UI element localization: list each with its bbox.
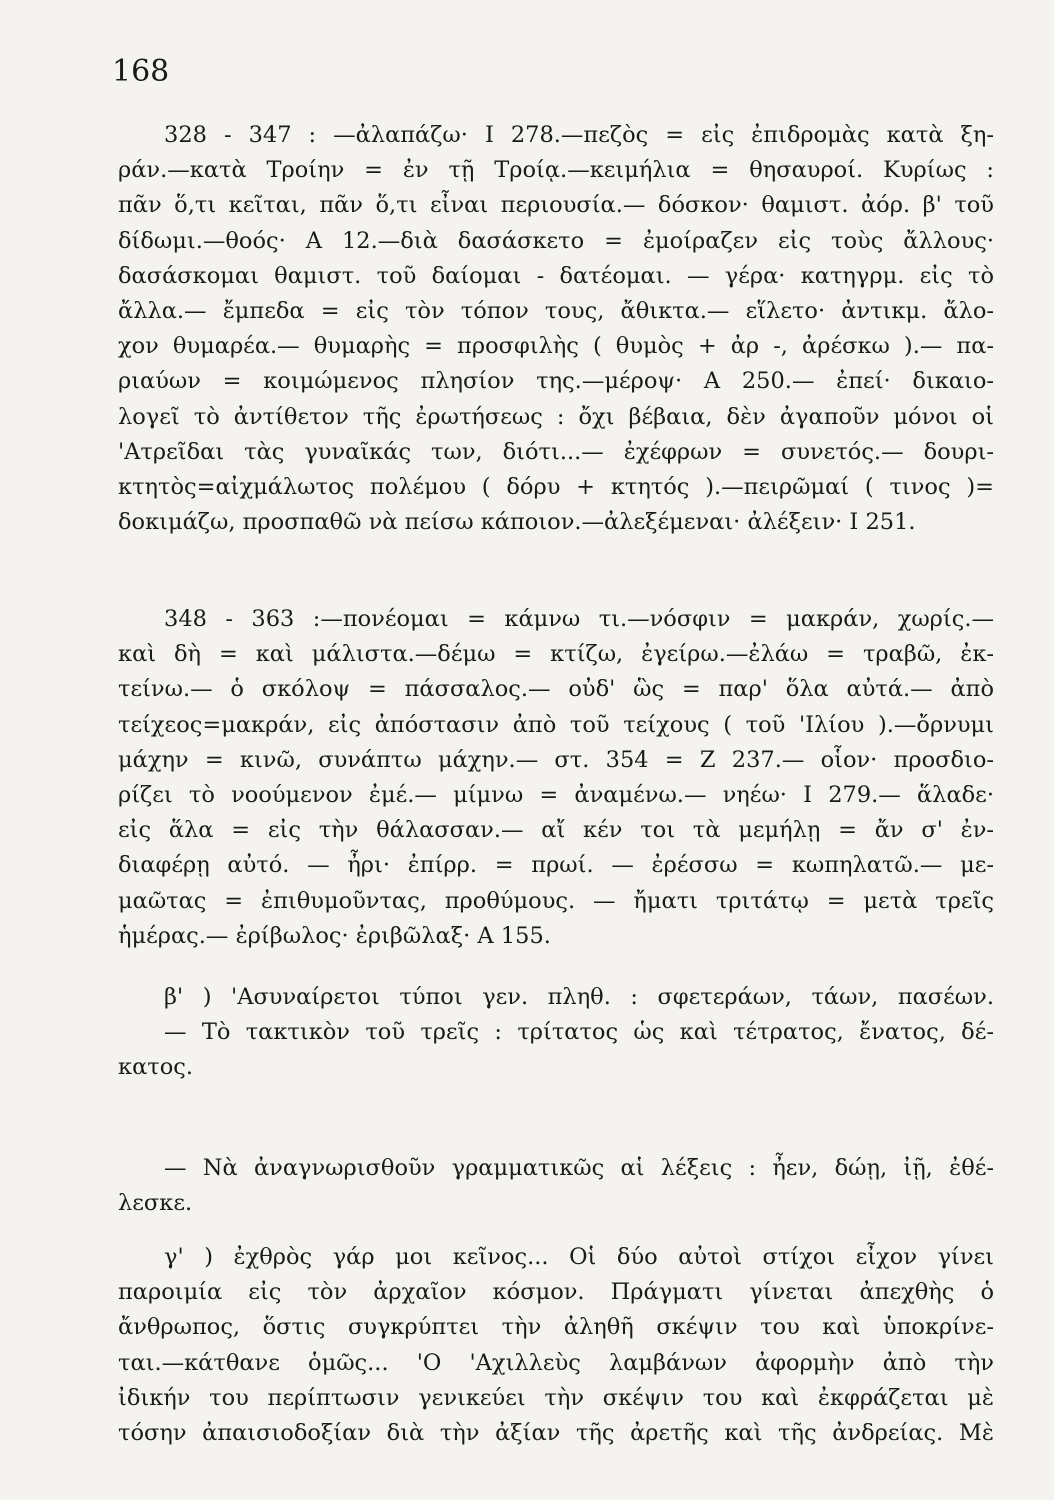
text-line: τείνω.— ὁ σκόλοψ = πάσσαλος.— οὐδ' ὣς = παρ' ὅλα αὐτά.— ἀπὸ	[118, 676, 994, 703]
text-line: 328 - 347 : —ἀλαπάζω· Ι 278.—πεζὸς = εἰς ἐπιδρομὰς κατὰ ξη-	[164, 122, 994, 148]
text-line: κατος.	[118, 1054, 194, 1081]
text-line: ἄνθρωπος, ὅστις συγκρύπτει τὴν ἀληθῆ σκέψιν του καὶ ὑποκρίνε-	[118, 1314, 994, 1341]
text-line: ται.—κάτθανε ὁμῶς... 'Ο 'Αχιλλεὺς λαμβάνων ἀφορμὴν ἀπὸ τὴν	[118, 1349, 994, 1376]
text-line: ἰδικήν του περίπτωσιν γενικεύει τὴν σκέψιν του καὶ ἐκφράζεται μὲ	[118, 1384, 994, 1411]
text-line: 'Ατρεῖδαι τὰς γυναῖκάς των, διότι...— ἐχέφρων = συνετός.— δουρι-	[118, 438, 994, 465]
text-line: ἡμέρας.— ἐρίβωλος· ἐριβῶλαξ· Α 155.	[118, 922, 551, 949]
text-line: ἄλλα.— ἔμπεδα = εἰς τὸν τόπον τους, ἄθικτα.— εἵλετο· ἀντικμ. ἄλο-	[118, 298, 994, 325]
text-line: λεσκε.	[118, 1190, 193, 1217]
text-line: — Τὸ τακτικὸν τοῦ τρεῖς : τρίτατος ὡς καὶ τέτρατος, ἔνατος, δέ-	[164, 1019, 994, 1046]
text-line: β' ) 'Ασυναίρετοι τύποι γεν. πληθ. : σφετεράων, τάων, πασέων.	[164, 984, 994, 1010]
text-line: λογεῖ τὸ ἀντίθετον τῆς ἐρωτήσεως : ὄχι βέβαια, δὲν ἀγαποῦν μόνοι οἱ	[118, 403, 994, 430]
text-line: δίδωμι.—θοός· Α 12.—διὰ δασάσκετο = ἐμοίραζεν εἰς τοὺς ἄλλους·	[118, 227, 994, 254]
text-line: διαφέρῃ αὐτό. — ἦρι· ἐπίρρ. = πρωί. — ἐρέσσω = κωπηλατῶ.— με-	[118, 852, 994, 879]
text-line: κτητὸς=αἰχμάλωτος πολέμου ( δόρυ + κτητός ).—πειρῶμαί ( τινος )=	[118, 474, 994, 501]
commentary-section-328-347	[118, 118, 994, 540]
text-line: εἰς ἅλα = εἰς τὴν θάλασσαν.— αἴ κέν τοι τὰ μεμήλῃ = ἄν σ' ἐν-	[118, 817, 994, 844]
text-line: χον θυμαρέα.— θυμαρὴς = προσφιλὴς ( θυμὸς + ἀρ -, ἀρέσκω ).— πα-	[118, 333, 994, 360]
text-line: τόσην ἀπαισιοδοξίαν διὰ τὴν ἀξίαν τῆς ἀρετῆς καὶ τῆς ἀνδρείας. Μὲ	[118, 1420, 994, 1447]
text-line: 348 - 363 :—πονέομαι = κάμνω τι.—νόσφιν = μακράν, χωρίς.—	[164, 606, 994, 632]
commentary-section-348-363	[118, 602, 994, 954]
grammar-exercise	[118, 1151, 994, 1221]
page-number: 168	[112, 54, 170, 89]
text-line: δασάσκομαι θαμιστ. τοῦ δαίομαι - δατέομαι. — γέρα· κατηγρμ. εἰς τὸ	[118, 262, 994, 289]
text-line: παροιμία εἰς τὸν ἀρχαῖον κόσμον. Πράγματι γίνεται ἀπεχθὴς ὁ	[118, 1279, 994, 1306]
commentary-section-gamma	[118, 1240, 994, 1451]
text-line: γ' ) ἐχθρὸς γάρ μοι κεῖνος... Οἱ δύο αὐτοὶ στίχοι εἶχον γίνει	[164, 1244, 994, 1270]
text-line: — Νὰ ἀναγνωρισθοῦν γραμματικῶς αἱ λέξεις : ἦεν, δώῃ, ἰῇ, ἐθέ-	[164, 1155, 994, 1181]
text-line: πᾶν ὅ,τι κεῖται, πᾶν ὅ,τι εἶναι περιουσία.— δόσκον· θαμιστ. ἀόρ. β' τοῦ	[118, 192, 994, 219]
text-line: τείχεος=μακράν, εἰς ἀπόστασιν ἀπὸ τοῦ τείχους ( τοῦ 'Ιλίου ).—ὄρνυμι	[118, 711, 994, 738]
grammar-section-beta	[118, 980, 994, 1086]
text-line: ριαύων = κοιμώμενος πλησίον της.—μέροψ· Α 250.— ἐπεί· δικαιο-	[118, 368, 994, 395]
text-line: μάχην = κινῶ, συνάπτω μάχην.— στ. 354 = Ζ 237.— οἷον· προσδιο-	[118, 746, 994, 773]
text-line: ρίζει τὸ νοούμενον ἐμέ.— μίμνω = ἀναμένω.— νηέω· Ι 279.— ἅλαδε·	[118, 782, 994, 809]
text-line: μαῶτας = ἐπιθυμοῦντας, προθύμους. — ἤματι τριτάτῳ = μετὰ τρεῖς	[118, 887, 994, 914]
text-line: καὶ δὴ = καὶ μάλιστα.—δέμω = κτίζω, ἐγείρω.—ἐλάω = τραβῶ, ἐκ-	[118, 641, 994, 668]
text-line: ράν.—κατὰ Τροίην = ἐν τῇ Τροίᾳ.—κειμήλια = θησαυροί. Κυρίως :	[118, 157, 994, 184]
text-line: δοκιμάζω, προσπαθῶ νὰ πείσω κάποιον.—ἀλεξέμεναι· ἀλέξειν· Ι 251.	[118, 509, 916, 536]
